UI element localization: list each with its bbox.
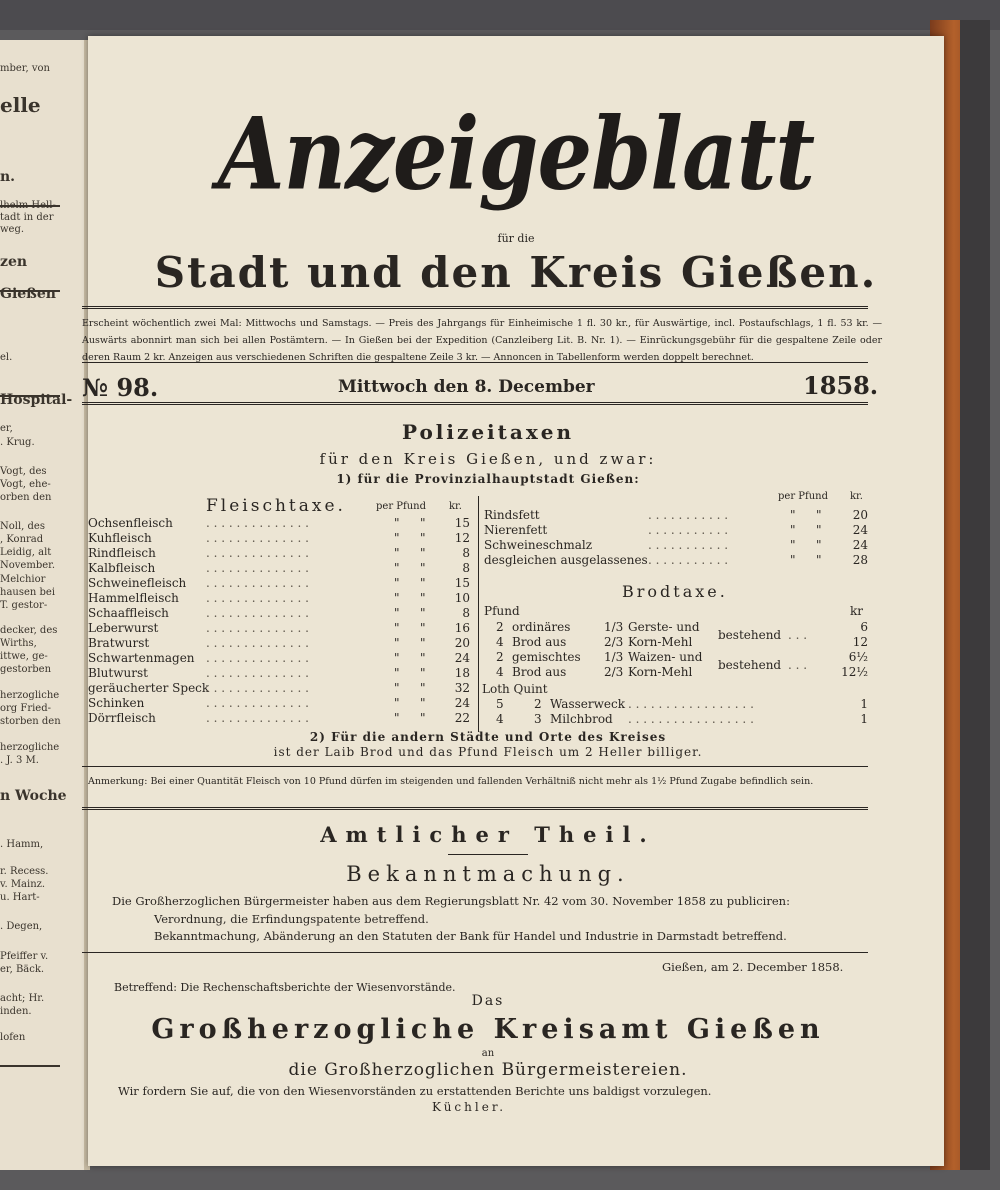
fett-item-name: Nierenfett [484, 523, 548, 537]
left-page-line: Hospital- [0, 392, 73, 408]
issue-rule [82, 402, 868, 405]
das-label: Das [471, 993, 505, 1009]
note-rule-top [82, 766, 868, 767]
ditto-mark: " [816, 523, 822, 537]
ditto-mark: " [394, 516, 400, 530]
left-page-line: herzogliche [0, 742, 60, 753]
ditto-mark: " [420, 591, 426, 605]
left-page-line: orben den [0, 492, 52, 503]
ditto-mark: " [394, 591, 400, 605]
ditto-mark: " [790, 508, 796, 522]
left-page-rule [0, 290, 60, 292]
ditto-mark: " [394, 666, 400, 680]
left-page-line: n Woche [0, 788, 67, 804]
left-page-line: . Krug. [0, 437, 35, 448]
left-page-line: Wirths, [0, 638, 37, 649]
leader-dots: . . . . . . . . . . . . . . [206, 681, 309, 695]
fleisch-item-name: Kalbfleisch [88, 561, 156, 575]
weck-name: Milchbrod [550, 712, 613, 726]
book-binding-spine [960, 20, 990, 1170]
left-page-line: Vogt, des [0, 466, 47, 477]
left-page-line: hausen bei [0, 587, 56, 598]
brod-desc: gemischtes [512, 650, 581, 664]
brod-mix: bestehend [718, 658, 782, 672]
leader-dots: . . . . . . . . . . . . . . [206, 546, 309, 560]
weck-name: Wasserweck [550, 697, 625, 711]
weck-price: 1 [860, 697, 868, 711]
fleisch-item-price: 15 [454, 516, 470, 530]
fett-kr-header: kr. [850, 491, 863, 502]
ditto-mark: " [394, 696, 400, 710]
fett-per-pfund-header: per Pfund [778, 491, 828, 502]
left-page-rule [0, 1065, 60, 1067]
brod-grain: Gerste- und [628, 620, 700, 634]
fett-item-name: Rindsfett [484, 508, 540, 522]
left-page-line: zen [0, 254, 28, 270]
issue-date: Mittwoch den 8. December [338, 377, 595, 397]
brod-price: 12 [852, 635, 868, 649]
amtlich-rule [82, 807, 868, 810]
ditto-mark: " [394, 531, 400, 545]
ditto-mark: " [394, 546, 400, 560]
brod-price: 12½ [841, 665, 868, 679]
masthead-subtitle: Stadt und den Kreis Gießen. [154, 248, 878, 297]
section-rule [82, 952, 868, 953]
leader-dots: . . . . . . . . . . . . . . . . . [628, 697, 754, 711]
fleisch-item-name: Hammelfleisch [88, 591, 179, 605]
leader-dots: . . . . . . . . . . . . . . [206, 576, 309, 590]
kreisamt-heading: Großherzogliche Kreisamt Gießen [151, 1014, 825, 1045]
left-page-line: herzogliche [0, 690, 60, 701]
anmerkung-note: Anmerkung: Bei einer Quantität Fleisch von 10 Pfund dürfen im steigenden und fallenden Verhältniß nicht mehr als 1½ Pfund Zugabe befindlich sein. [88, 776, 814, 787]
leader-dots: . . . . . . . . . . . . . . [206, 531, 309, 545]
fleisch-item-name: Schweinefleisch [88, 576, 187, 590]
leader-dots: . . . [788, 658, 808, 672]
per-pfund-header: per Pfund [376, 501, 426, 512]
publication-notice: Erscheint wöchentlich zwei Mal: Mittwochs und Samstags. — Preis des Jahrgangs für Einheimische 1 fl. 30 kr., für Auswärtige, incl. Postaufschlags, 1 fl. 53 kr. — Auswärts abonnirt man sich bei allen Postämtern. — In Gießen bei der Expedition (Canzleiberg Lit. B. Nr. 1). — Einrückungsgebühr für die gespaltene Zeile oder deren Raum 2 kr. Anzeigen aus verschiedenen Schriften die gespaltene Zeile 3 kr. — Annoncen in Tabellenform werden doppelt berechnet. [82, 318, 882, 363]
fleisch-item-name: Schwartenmagen [88, 651, 195, 665]
brod-grain: Korn-Mehl [628, 665, 693, 679]
left-page-line: lhelm Hell- [0, 200, 56, 211]
left-page-line: inden. [0, 1006, 32, 1017]
weck-quint: 3 [534, 712, 542, 726]
brod-price: 6 [860, 620, 868, 634]
section-2-line-2: ist der Laib Brod und das Pfund Fleisch um 2 Heller billiger. [273, 745, 703, 759]
ditto-mark: " [394, 681, 400, 695]
brod-desc: Brod aus [512, 635, 567, 649]
fleischtaxe-heading: Fleischtaxe. [206, 496, 346, 516]
brod-desc: Brod aus [512, 665, 567, 679]
fleisch-item-price: 15 [454, 576, 470, 590]
brod-qty: 4 [496, 635, 504, 649]
column-divider [478, 496, 479, 732]
letter-text: Wir fordern Sie auf, die von den Wiesenvorständen zu erstattenden Berichte uns baldigst vorzulegen. [118, 1084, 712, 1098]
fleisch-item-price: 22 [454, 711, 470, 725]
fleisch-item-name: Blutwurst [88, 666, 148, 680]
ditto-mark: " [790, 538, 796, 552]
left-page-line: . Hamm, [0, 839, 44, 850]
brod-fraction: 2/3 [604, 635, 624, 649]
fleisch-item-price: 24 [454, 651, 470, 665]
brod-kr-header: kr [850, 604, 864, 618]
left-page-line: . Degen, [0, 921, 43, 932]
leader-dots: . . . . . . . . . . . [648, 508, 729, 522]
ditto-mark: " [790, 523, 796, 537]
brod-desc: ordinäres [512, 620, 571, 634]
left-page-line: Leidig, alt [0, 547, 52, 558]
left-page-line: Noll, des [0, 521, 45, 532]
left-page-line: , Konrad [0, 534, 44, 545]
fleisch-item-price: 24 [454, 696, 470, 710]
leader-dots: . . . . . . . . . . . . . . [206, 651, 309, 665]
leader-dots: . . . . . . . . . . . . . . [206, 636, 309, 650]
fleisch-item-name: Rindfleisch [88, 546, 156, 560]
betreffend-line: Betreffend: Die Rechenschaftsberichte der Wiesenvorstände. [114, 981, 456, 994]
ditto-mark: " [420, 516, 426, 530]
brod-fraction: 1/3 [604, 650, 624, 664]
masthead-fuer-die: für die [497, 232, 535, 245]
left-page-line: decker, des [0, 625, 58, 636]
leader-dots: . . . . . . . . . . . [648, 523, 729, 537]
brod-fraction: 2/3 [604, 665, 624, 679]
ditto-mark: " [420, 561, 426, 575]
left-page-line: el. [0, 352, 13, 363]
brod-qty: 2 [496, 620, 504, 634]
signature: Küchler. [432, 1100, 507, 1114]
left-page-line: November. [0, 560, 55, 571]
polizeitaxen-title: Polizeitaxen [401, 420, 575, 444]
left-page-line: er, [0, 423, 13, 434]
fleisch-item-name: Ochsenfleisch [88, 516, 173, 530]
brod-qty: 4 [496, 665, 504, 679]
left-page-line: Melchior [0, 574, 46, 585]
fett-item-name: Schweineschmalz [484, 538, 593, 552]
fleisch-item-price: 20 [454, 636, 470, 650]
an-label: an [481, 1048, 495, 1059]
left-page-line: ittwe, ge- [0, 651, 48, 662]
fett-item-price: 24 [852, 538, 868, 552]
fleisch-item-name: Leberwurst [88, 621, 159, 635]
ditto-mark: " [394, 606, 400, 620]
left-page-line: storben den [0, 716, 61, 727]
fett-item-price: 24 [852, 523, 868, 537]
polizeitaxen-subtitle: für den Kreis Gießen, und zwar: [319, 450, 657, 468]
fleisch-item-name: Schinken [88, 696, 145, 710]
brod-qty: 2 [496, 650, 504, 664]
section-2-line-1: 2) Für die andern Städte und Orte des Kreises [309, 730, 667, 744]
weck-quint: 2 [534, 697, 542, 711]
left-page-line: org Fried- [0, 703, 51, 714]
weck-loth: 5 [496, 697, 504, 711]
left-page-line: Pfeiffer v. [0, 951, 49, 962]
ditto-mark: " [420, 576, 426, 590]
leader-dots: . . . . . . . . . . . . . . [206, 621, 309, 635]
ditto-mark: " [420, 681, 426, 695]
buergermeistereien-line: die Großherzoglichen Bürgermeistereien. [288, 1060, 688, 1080]
left-page-line: tadt in der [0, 212, 54, 223]
ditto-mark: " [394, 561, 400, 575]
ditto-mark: " [394, 576, 400, 590]
fett-item-price: 20 [852, 508, 868, 522]
fett-item-price: 28 [852, 553, 868, 567]
issue-year: 1858. [803, 371, 879, 400]
fett-item-name: desgleichen ausgelassenes [484, 553, 648, 567]
ditto-mark: " [420, 546, 426, 560]
leader-dots: . . . . . . . . . . . . . . [206, 516, 309, 530]
brodtaxe-heading: Brodtaxe. [622, 582, 728, 601]
ditto-mark: " [790, 553, 796, 567]
scan-background-top [0, 0, 1000, 30]
brod-fraction: 1/3 [604, 620, 624, 634]
amtlicher-theil-heading: Amtlicher Theil. [320, 822, 656, 847]
left-page-line: Gießen [0, 286, 56, 302]
bekanntmachung-item-2: Bekanntmachung, Abänderung an den Statuten der Bank für Handel und Industrie in Darmstadt betreffend. [154, 929, 787, 943]
left-page-line: acht; Hr. [0, 993, 45, 1004]
ditto-mark: " [420, 606, 426, 620]
loth-quint-header: Loth Quint [482, 682, 548, 696]
ditto-mark: " [394, 636, 400, 650]
left-page-line: weg. [0, 224, 25, 235]
fleisch-item-price: 8 [462, 606, 470, 620]
pfund-header: Pfund [484, 604, 520, 618]
fleisch-item-name: Schaaffleisch [88, 606, 169, 620]
left-page-line: . J. 3 M. [0, 755, 39, 766]
ditto-mark: " [816, 538, 822, 552]
weck-price: 1 [860, 712, 868, 726]
ditto-mark: " [394, 651, 400, 665]
fleisch-item-price: 8 [462, 546, 470, 560]
left-page-line: Vogt, ehe- [0, 479, 51, 490]
newspaper-page [82, 36, 944, 1166]
place-date: Gießen, am 2. December 1858. [662, 960, 844, 974]
ditto-mark: " [420, 711, 426, 725]
ditto-mark: " [420, 531, 426, 545]
fleisch-item-name: Bratwurst [88, 636, 150, 650]
leader-dots: . . . . . . . . . . . [648, 553, 729, 567]
brod-grain: Korn-Mehl [628, 635, 693, 649]
left-page-line: gestorben [0, 664, 52, 675]
fleisch-item-name: Dörrfleisch [88, 711, 156, 725]
fleisch-item-price: 12 [454, 531, 470, 545]
leader-dots: . . . . . . . . . . . . . . [206, 666, 309, 680]
leader-dots: . . . . . . . . . . . . . . [206, 591, 309, 605]
ditto-mark: " [816, 508, 822, 522]
ditto-mark: " [420, 636, 426, 650]
masthead-title: Anzeigeblatt [217, 96, 815, 213]
kr-header: kr. [449, 501, 462, 512]
left-page-line: r. Recess. [0, 866, 49, 877]
brod-grain: Waizen- und [628, 650, 703, 664]
bekanntmachung-text: Die Großherzoglichen Bürgermeister haben aus dem Regierungsblatt Nr. 42 vom 30. November 1858 zu publiciren: [112, 894, 790, 908]
left-page-line: u. Hart- [0, 892, 40, 903]
issue-number: № 98. [82, 373, 159, 402]
leader-dots: . . . . . . . . . . . . . . [206, 696, 309, 710]
leader-dots: . . . . . . . . . . . . . . [206, 606, 309, 620]
leader-dots: . . . . . . . . . . . . . . [206, 561, 309, 575]
left-facing-page [0, 40, 86, 1170]
left-page-line: mber, von [0, 63, 50, 74]
masthead-rule [82, 306, 868, 309]
brod-mix: bestehend [718, 628, 782, 642]
bekanntmachung-item-1: Verordnung, die Erfindungspatente betreffend. [154, 912, 429, 926]
ditto-mark: " [816, 553, 822, 567]
fleisch-item-price: 18 [454, 666, 470, 680]
ditto-mark: " [394, 621, 400, 635]
fleisch-item-price: 16 [454, 621, 470, 635]
left-page-rule [0, 395, 60, 397]
left-page-line: v. Mainz. [0, 879, 46, 890]
ditto-mark: " [394, 711, 400, 725]
fleisch-item-name: Kuhfleisch [88, 531, 152, 545]
fleisch-item-price: 10 [454, 591, 470, 605]
weck-loth: 4 [496, 712, 504, 726]
left-page-line: elle [0, 93, 41, 117]
left-page-line: n. [0, 169, 16, 185]
leader-dots: . . . . . . . . . . . . . . [206, 711, 309, 725]
brod-price: 6½ [848, 650, 868, 664]
ditto-mark: " [420, 651, 426, 665]
short-rule [448, 854, 528, 855]
leader-dots: . . . . . . . . . . . . . . . . . [628, 712, 754, 726]
notice-rule [82, 362, 868, 363]
left-page-line: lofen [0, 1032, 26, 1043]
section-1-heading: 1) für die Provinzialhauptstadt Gießen: [336, 472, 640, 486]
leader-dots: . . . . . . . . . . . [648, 538, 729, 552]
ditto-mark: " [420, 666, 426, 680]
ditto-mark: " [420, 621, 426, 635]
fleisch-item-price: 8 [462, 561, 470, 575]
fleisch-item-price: 32 [454, 681, 470, 695]
left-page-line: T. gestor- [0, 600, 48, 611]
left-page-line: er, Bäck. [0, 964, 45, 975]
ditto-mark: " [420, 696, 426, 710]
fleisch-item-name: geräucherter Speck [88, 681, 210, 695]
bekanntmachung-heading: Bekanntmachung. [346, 862, 630, 886]
left-page-rule [0, 205, 60, 207]
leader-dots: . . . [788, 628, 808, 642]
